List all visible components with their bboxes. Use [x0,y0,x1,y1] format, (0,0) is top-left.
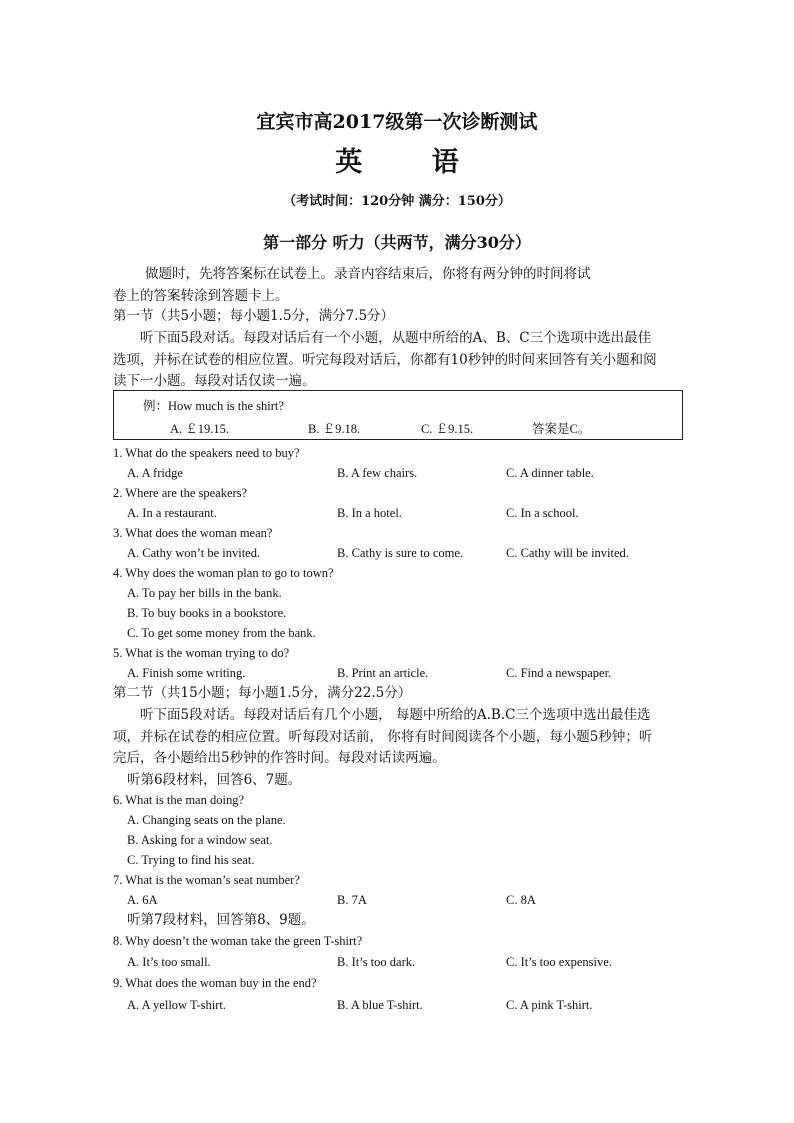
q3-option-c: C. Cathy will be invited. [506,546,629,560]
q5-option-a: A. Finish some writing. [127,666,246,680]
q2-option-c: C. In a school. [506,506,579,520]
q7-option-a: A. 6A [127,893,158,907]
section1-line-2: 选项，并标在试卷的相应位置。听完每段对话后，你都有10秒钟的时间来回答有关小题和阅 [113,352,657,368]
q5-option-b: B. Print an article. [337,666,429,680]
question-7: 7. What is the woman’s seat number? [113,873,300,887]
exam-info: （考试时间：120分钟 满分：150分） [283,194,511,209]
q1-option-c: C. A dinner table. [506,466,594,480]
section2-heading: 第二节（共15小题；每小题1.5分，满分22.5分） [113,685,412,701]
q6-option-b: B. Asking for a window seat. [127,833,273,847]
q2-option-b: B. In a hotel. [337,506,402,520]
q3-option-b: B. Cathy is sure to come. [337,546,464,560]
q7-option-b: B. 7A [337,893,367,907]
material-7-note: 听第7段材料，回答第8、9题。 [127,912,315,928]
q9-option-b: B. A blue T-shirt. [337,998,423,1012]
example-option-b: B. ￡9.18. [308,422,361,436]
section2-line-1: 听下面5段对话。每段对话后有几个小题， 每题中所给的A.B.C三个选项中选出最佳选 [140,707,651,723]
q1-option-b: B. A few chairs. [337,466,418,480]
q5-option-c: C. Find a newspaper. [506,666,612,680]
q7-option-c: C. 8A [506,893,536,907]
q8-option-b: B. It’s too dark. [337,955,416,969]
question-1: 1. What do the speakers need to buy? [113,446,300,460]
q3-option-a: A. Cathy won’t be invited. [127,546,261,560]
section2-line-3: 完后，各小题给出5秒钟的作答时间。每段对话读两遍。 [113,750,446,766]
question-3: 3. What does the woman mean? [113,526,273,540]
question-9: 9. What does the woman buy in the end? [113,976,317,990]
q6-option-c: C. Trying to find his seat. [127,853,255,867]
question-2: 2. Where are the speakers? [113,486,248,500]
section1-line-3: 读下一小题。每段对话仅读一遍。 [113,373,316,389]
material-6-note: 听第6段材料，回答6、7题。 [127,772,302,788]
question-4: 4. Why does the woman plan to go to town? [113,566,334,580]
q2-option-a: A. In a restaurant. [127,506,217,520]
q8-option-a: A. It’s too small. [127,955,211,969]
q9-option-c: C. A pink T-shirt. [506,998,593,1012]
question-5: 5. What is the woman trying to do? [113,646,290,660]
section1-line-1: 听下面5段对话。每段对话后有一个小题，从题中所给的A、B、C三个选项中选出最佳 [140,330,652,346]
question-6: 6. What is the man doing? [113,793,244,807]
exam-title: 宜宾市高2017级第一次诊断测试 [256,111,538,133]
q8-option-c: C. It’s too expensive. [506,955,612,969]
q9-option-a: A. A yellow T-shirt. [127,998,226,1012]
example-answer: 答案是C。 [532,422,591,436]
q1-option-a: A. A fridge [127,466,183,480]
q4-option-a: A. To pay her bills in the bank. [127,586,282,600]
section1-heading: 第一节（共5小题；每小题1.5分，满分7.5分） [113,308,395,324]
example-option-c: C. ￡9.15. [421,422,474,436]
intro-line-1: 做题时，先将答案标在试卷上。录音内容结束后，你将有两分钟的时间将试 [145,266,591,282]
part1-heading: 第一部分 听力（共两节，满分30分） [263,233,531,252]
q4-option-b: B. To buy books in a bookstore. [127,606,287,620]
subject-title: 英 语 [335,147,489,178]
q4-option-c: C. To get some money from the bank. [127,626,316,640]
section2-line-2: 项，并标在试卷的相应位置。听每段对话前， 你将有时间阅读各个小题，每小题5秒钟；听 [113,729,653,745]
question-8: 8. Why doesn’t the woman take the green T-shirt? [113,934,363,948]
q6-option-a: A. Changing seats on the plane. [127,813,286,827]
example-option-a: A. ￡19.15. [170,422,230,436]
intro-line-2: 卷上的答案转涂到答题卡上。 [113,288,289,304]
example-question: 例：How much is the shirt? [143,399,284,413]
